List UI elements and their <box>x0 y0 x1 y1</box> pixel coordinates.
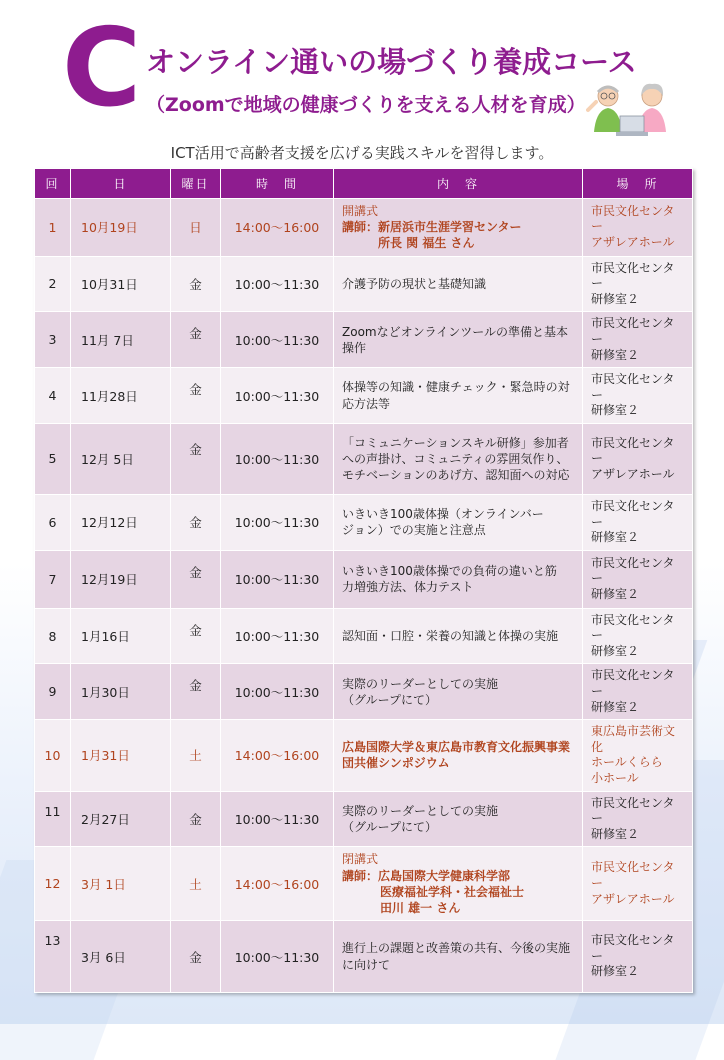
session-day: 金 <box>171 921 221 993</box>
place-line: 市民文化センター <box>591 612 675 643</box>
session-time: 14:00〜16:00 <box>221 847 334 921</box>
content-line: 団共催シンポジウム <box>342 756 450 771</box>
session-content <box>334 494 583 550</box>
place-line: 市民文化センター <box>591 260 675 291</box>
session-place <box>583 921 693 993</box>
session-date: 12月 5日 <box>71 423 171 494</box>
content-line: 応方法等 <box>342 396 391 411</box>
content-line: に向けて <box>342 957 391 972</box>
place-line: 市民文化センター <box>591 933 675 963</box>
session-time: 14:00〜16:00 <box>221 199 334 257</box>
schedule-table <box>34 168 693 993</box>
session-place <box>583 664 693 720</box>
content-line: 操作 <box>342 340 367 355</box>
session-time: 10:00〜11:30 <box>221 368 334 424</box>
session-day: 金 <box>171 256 221 312</box>
session-day: 金 <box>171 550 221 608</box>
session-number: 10 <box>35 720 71 791</box>
place-line: 研修室２ <box>591 586 640 601</box>
session-place <box>583 608 693 664</box>
header-content: 内 容 <box>334 169 583 199</box>
place-line: アザレアホール <box>591 891 675 906</box>
header-time: 時 間 <box>221 169 334 199</box>
content-line: （グループにて） <box>342 692 438 707</box>
content-line: 田川 雄一 さん <box>380 900 461 915</box>
session-number: 2 <box>35 256 71 312</box>
place-line: 市民文化センター <box>591 795 675 826</box>
header <box>0 0 724 162</box>
content-line: 広島国際大学＆東広島市教育文化振興事業 <box>342 740 571 755</box>
session-content <box>334 550 583 608</box>
table-header-row <box>35 169 693 199</box>
place-line: 研修室２ <box>591 643 640 658</box>
session-content <box>334 720 583 791</box>
session-number: 1 <box>35 199 71 257</box>
table-row <box>35 312 693 368</box>
session-place <box>583 494 693 550</box>
session-place <box>583 720 693 791</box>
session-time: 10:00〜11:30 <box>221 550 334 608</box>
session-day: 金 <box>171 423 221 494</box>
place-line: 市民文化センター <box>591 555 675 586</box>
place-line: 市民文化センター <box>591 435 675 466</box>
page-title: オンライン通いの場づくり養成コース <box>146 45 637 79</box>
table-row <box>35 256 693 312</box>
content-line: 医療福祉学科・社会福祉士 <box>380 884 525 899</box>
session-day: 金 <box>171 664 221 720</box>
session-date: 1月16日 <box>71 608 171 664</box>
session-day: 土 <box>171 847 221 921</box>
session-day: 金 <box>171 608 221 664</box>
place-line: アザレアホール <box>591 466 675 481</box>
place-line: 東広島市芸術文化 <box>591 724 676 754</box>
table-row <box>35 368 693 424</box>
place-line: 市民文化センター <box>591 372 675 402</box>
session-content <box>334 256 583 312</box>
session-content <box>334 791 583 847</box>
content-line: への声掛け、コミュニティの雰囲気作り、 <box>342 451 569 466</box>
session-place <box>583 550 693 608</box>
session-place <box>583 423 693 494</box>
table-row <box>35 791 693 847</box>
session-number: 12 <box>35 847 71 921</box>
session-place <box>583 312 693 368</box>
content-line: 体操等の知識・健康チェック・緊急時の対 <box>342 380 570 395</box>
session-number: 7 <box>35 550 71 608</box>
content-line: 「コミュニケーションスキル研修」参加者 <box>342 435 569 450</box>
content-line: 力増強方法、体力テスト <box>342 580 474 595</box>
content-line: Zoomなどオンラインツールの準備と基本 <box>342 324 568 339</box>
table-row <box>35 921 693 993</box>
content-line: 実際のリーダーとしての実施 <box>342 676 499 691</box>
session-date: 3月 1日 <box>71 847 171 921</box>
content-line: （グループにて） <box>342 820 438 835</box>
session-number: 13 <box>35 921 71 993</box>
place-line: 小ホール <box>591 771 639 786</box>
content-line: 実際のリーダーとしての実施 <box>342 803 499 818</box>
session-date: 1月31日 <box>71 720 171 791</box>
session-place <box>583 199 693 257</box>
content-line: 所長 関 福生 さん <box>378 236 475 251</box>
session-day: 金 <box>171 494 221 550</box>
table-row <box>35 720 693 791</box>
session-date: 11月28日 <box>71 368 171 424</box>
session-day: 金 <box>171 368 221 424</box>
session-date: 10月19日 <box>71 199 171 257</box>
place-line: 市民文化センター <box>591 316 675 346</box>
session-place <box>583 847 693 921</box>
place-line: 研修室２ <box>591 964 640 979</box>
content-line: ジョン）での実施と注意点 <box>342 523 486 538</box>
content-line: 開講式 <box>342 204 379 218</box>
content-line: 講師：新居浜市生涯学習センター <box>342 220 522 235</box>
session-date: 10月31日 <box>71 256 171 312</box>
session-content <box>334 312 583 368</box>
header-date: 日 <box>71 169 171 199</box>
session-content <box>334 608 583 664</box>
header-day: 曜日 <box>171 169 221 199</box>
header-place: 場 所 <box>583 169 693 199</box>
place-line: 研修室２ <box>591 347 640 362</box>
table-row <box>35 199 693 257</box>
session-place <box>583 791 693 847</box>
session-time: 10:00〜11:30 <box>221 494 334 550</box>
session-time: 10:00〜11:30 <box>221 256 334 312</box>
place-line: 研修室２ <box>591 826 640 841</box>
place-line: アザレアホール <box>591 235 675 250</box>
tagline: ICT活用で高齢者支援を広げる実践スキルを習得します。 <box>170 144 554 162</box>
session-content <box>334 664 583 720</box>
place-line: 市民文化センター <box>591 860 675 890</box>
session-number: 4 <box>35 368 71 424</box>
session-number: 8 <box>35 608 71 664</box>
session-number: 3 <box>35 312 71 368</box>
session-time: 10:00〜11:30 <box>221 664 334 720</box>
table-row <box>35 550 693 608</box>
course-letter: C <box>62 6 138 131</box>
place-line: 市民文化センター <box>591 668 675 699</box>
session-date: 12月19日 <box>71 550 171 608</box>
place-line: 研修室２ <box>591 291 640 306</box>
session-content <box>334 199 583 257</box>
session-place <box>583 368 693 424</box>
content-line: 介護予防の現状と基礎知識 <box>342 276 487 291</box>
session-content <box>334 423 583 494</box>
place-line: 研修室２ <box>591 403 640 418</box>
session-number: 11 <box>35 791 71 847</box>
table-row <box>35 494 693 550</box>
session-time: 10:00〜11:30 <box>221 312 334 368</box>
table-row <box>35 608 693 664</box>
session-place <box>583 256 693 312</box>
content-line: いきいき100歳体操（オンラインバー <box>342 507 544 522</box>
table-row <box>35 423 693 494</box>
session-date: 12月12日 <box>71 494 171 550</box>
session-time: 10:00〜11:30 <box>221 423 334 494</box>
session-content <box>334 921 583 993</box>
place-line: ホールくらら <box>591 755 663 770</box>
session-content <box>334 847 583 921</box>
session-number: 9 <box>35 664 71 720</box>
session-number: 6 <box>35 494 71 550</box>
place-line: 研修室２ <box>591 530 640 545</box>
session-date: 1月30日 <box>71 664 171 720</box>
session-time: 10:00〜11:30 <box>221 608 334 664</box>
session-date: 3月 6日 <box>71 921 171 993</box>
elderly-couple-icon <box>586 80 676 140</box>
session-day: 金 <box>171 312 221 368</box>
table-row <box>35 847 693 921</box>
session-day: 日 <box>171 199 221 257</box>
session-day: 土 <box>171 720 221 791</box>
header-no: 回 <box>35 169 71 199</box>
content-line: 講師：広島国際大学健康科学部 <box>342 868 511 883</box>
session-content <box>334 368 583 424</box>
table-row <box>35 664 693 720</box>
page-subtitle: （Zoomで地域の健康づくりを支える人材を育成） <box>146 94 586 116</box>
place-line: 市民文化センター <box>591 498 675 529</box>
place-line: 市民文化センター <box>591 203 675 234</box>
content-line: 閉講式 <box>342 852 379 867</box>
content-line: 進行上の課題と改善策の共有、今後の実施 <box>342 941 571 956</box>
session-number: 5 <box>35 423 71 494</box>
session-time: 10:00〜11:30 <box>221 791 334 847</box>
content-line: モチベーションのあげ方、認知面への対応 <box>342 468 570 482</box>
session-date: 11月 7日 <box>71 312 171 368</box>
session-time: 10:00〜11:30 <box>221 921 334 993</box>
place-line: 研修室２ <box>591 699 640 714</box>
content-line: 認知面・口腔・栄養の知識と体操の実施 <box>342 628 559 643</box>
session-date: 2月27日 <box>71 791 171 847</box>
content-line: いきいき100歳体操での負荷の違いと筋 <box>342 564 557 578</box>
session-time: 14:00〜16:00 <box>221 720 334 791</box>
session-day: 金 <box>171 791 221 847</box>
